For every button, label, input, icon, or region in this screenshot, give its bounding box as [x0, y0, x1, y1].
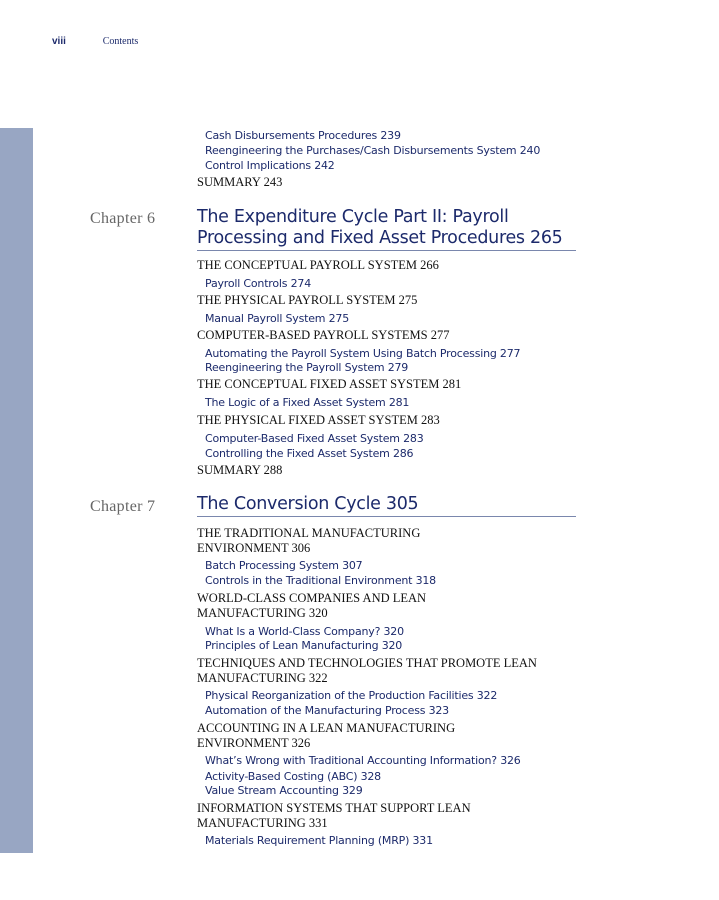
chapter-6-label: Chapter 6 — [90, 210, 156, 227]
toc-entry[interactable]: ACCOUNTING IN A LEAN MANUFACTURING — [197, 721, 456, 735]
toc-subentry[interactable]: Cash Disbursements Procedures 239 — [205, 129, 401, 142]
toc-subentry[interactable]: What’s Wrong with Traditional Accounting Information? 326 — [205, 754, 521, 767]
chapter-7-title[interactable]: The Conversion Cycle 305 — [197, 494, 576, 517]
toc-subentry[interactable]: Materials Requirement Planning (MRP) 331 — [205, 834, 433, 847]
toc-subentry[interactable]: Reengineering the Payroll System 279 — [205, 361, 409, 374]
toc-subentry[interactable]: Value Stream Accounting 329 — [205, 784, 363, 797]
chapter-6-title[interactable] — [197, 207, 576, 251]
toc-subentry[interactable]: Manual Payroll System 275 — [205, 312, 349, 325]
toc-entry[interactable]: MANUFACTURING 331 — [197, 816, 328, 830]
toc-entry[interactable]: THE PHYSICAL FIXED ASSET SYSTEM 283 — [197, 413, 440, 427]
toc-subentry[interactable]: Computer-Based Fixed Asset System 283 — [205, 432, 424, 445]
toc-subentry[interactable]: What Is a World-Class Company? 320 — [205, 625, 404, 638]
toc-entry[interactable]: THE CONCEPTUAL FIXED ASSET SYSTEM 281 — [197, 377, 462, 391]
toc-entry[interactable]: MANUFACTURING 322 — [197, 671, 328, 685]
side-margin-bar — [0, 128, 33, 853]
toc-subentry[interactable]: The Logic of a Fixed Asset System 281 — [205, 396, 410, 409]
chapter-6-title-line-1: The Expenditure Cycle Part II: Payroll — [197, 207, 509, 227]
running-title: Contents — [102, 36, 139, 47]
toc-entry[interactable]: COMPUTER-BASED PAYROLL SYSTEMS 277 — [197, 328, 450, 342]
toc-subentry[interactable]: Principles of Lean Manufacturing 320 — [205, 639, 403, 652]
toc-subentry[interactable]: Payroll Controls 274 — [205, 277, 311, 290]
page-number: viii — [52, 36, 66, 47]
toc-subentry[interactable]: Automation of the Manufacturing Process 323 — [205, 704, 449, 717]
toc-entry[interactable]: SUMMARY 288 — [197, 463, 283, 477]
toc-subentry[interactable]: Batch Processing System 307 — [205, 559, 363, 572]
chapter-7-label: Chapter 7 — [90, 498, 156, 515]
toc-entry[interactable]: THE CONCEPTUAL PAYROLL SYSTEM 266 — [197, 258, 439, 272]
toc-entry[interactable]: SUMMARY 243 — [197, 175, 283, 189]
toc-subentry[interactable]: Control Implications 242 — [205, 159, 335, 172]
toc-subentry[interactable]: Physical Reorganization of the Production Facilities 322 — [205, 689, 498, 702]
toc-subentry[interactable]: Reengineering the Purchases/Cash Disbursements System 240 — [205, 144, 541, 157]
toc-subentry[interactable]: Controls in the Traditional Environment 318 — [205, 574, 436, 587]
toc-entry[interactable]: MANUFACTURING 320 — [197, 606, 328, 620]
toc-entry[interactable]: ENVIRONMENT 326 — [197, 736, 311, 750]
toc-entry[interactable]: INFORMATION SYSTEMS THAT SUPPORT LEAN — [197, 801, 471, 815]
toc-entry[interactable]: THE TRADITIONAL MANUFACTURING — [197, 526, 421, 540]
chapter-6-title-line-2: Processing and Fixed Asset Procedures 265 — [197, 228, 563, 248]
toc-entry[interactable]: THE PHYSICAL PAYROLL SYSTEM 275 — [197, 293, 418, 307]
toc-entry[interactable]: WORLD-CLASS COMPANIES AND LEAN — [197, 591, 427, 605]
toc-entry[interactable]: ENVIRONMENT 306 — [197, 541, 311, 555]
toc-subentry[interactable]: Controlling the Fixed Asset System 286 — [205, 447, 414, 460]
toc-entry[interactable]: TECHNIQUES AND TECHNOLOGIES THAT PROMOTE LEAN — [197, 656, 537, 670]
toc-subentry[interactable]: Activity-Based Costing (ABC) 328 — [205, 770, 381, 783]
running-header — [52, 36, 138, 47]
toc-subentry[interactable]: Automating the Payroll System Using Batch Processing 277 — [205, 347, 521, 360]
